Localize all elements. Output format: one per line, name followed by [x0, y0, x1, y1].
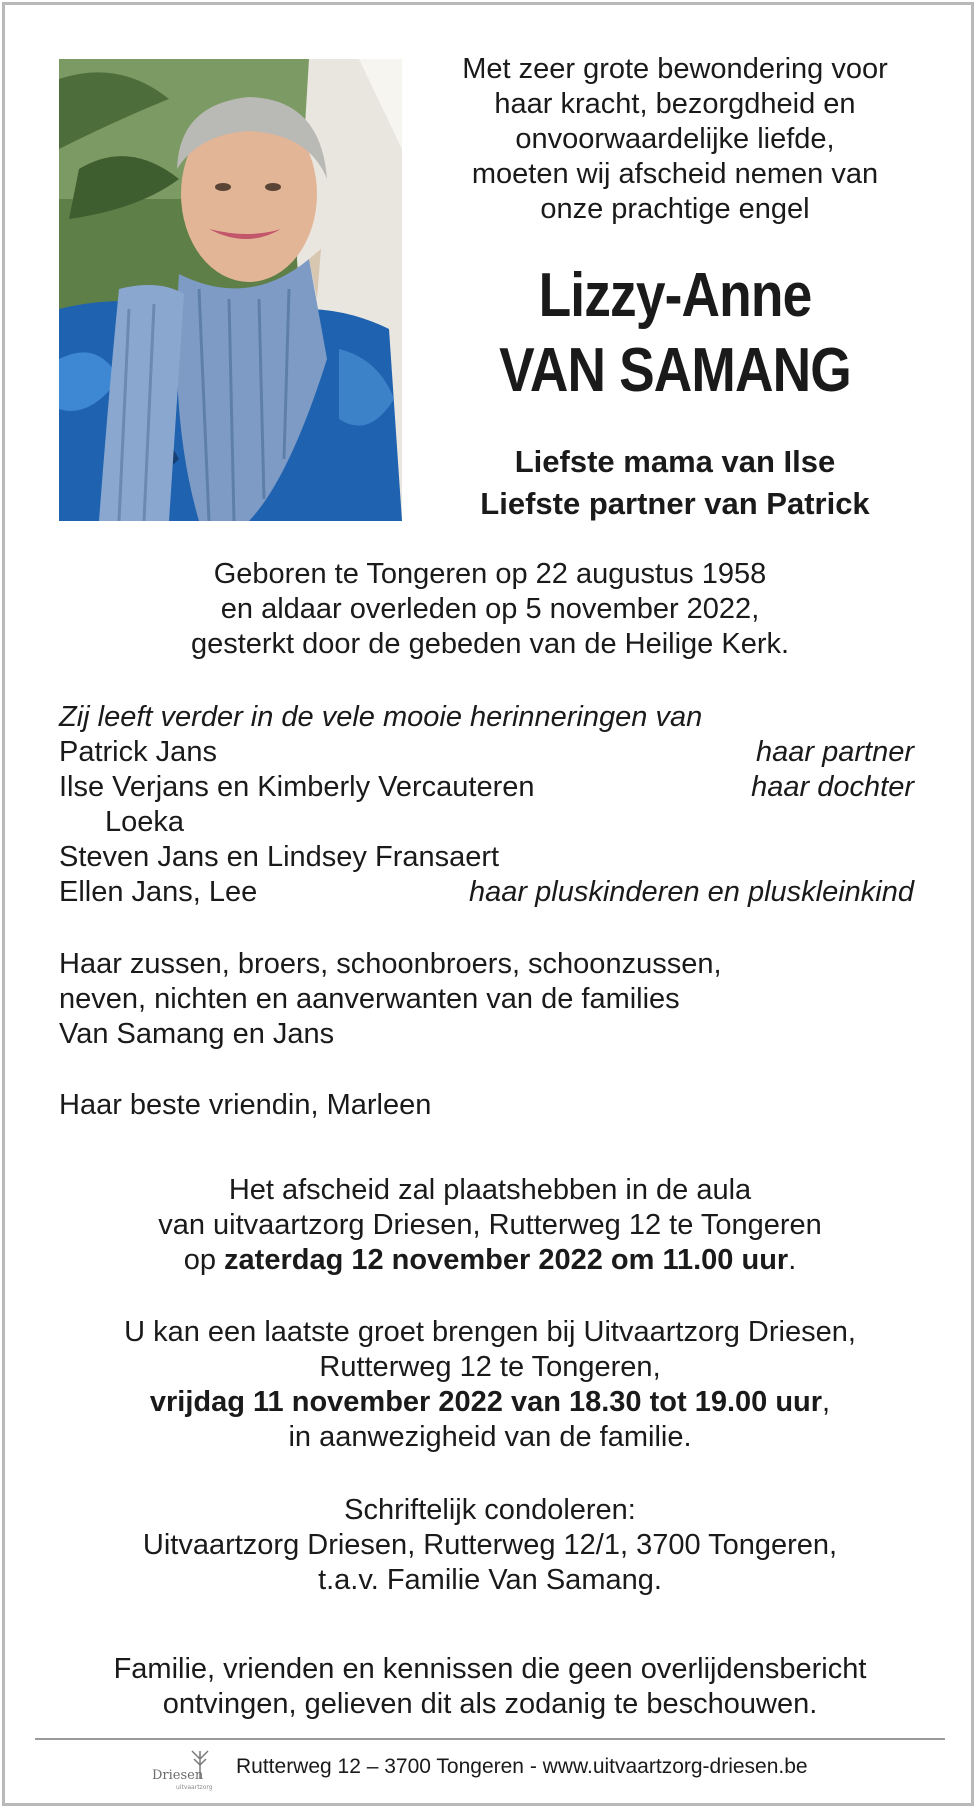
survivor-row: [59, 875, 914, 910]
footer-address: Rutterweg 12 – 3700 Tongeren - www.uitvaartzorg-driesen.be: [236, 1755, 808, 1778]
survivor-name: Ilse Verjans en Kimberly Vercauteren: [59, 771, 535, 803]
visit-date-line: [40, 1385, 940, 1420]
extended-family: [59, 947, 914, 1052]
survivor-role: haar partner: [756, 736, 914, 768]
family-line: neven, nichten en aanverwanten van de families: [59, 983, 680, 1015]
last-name: VAN SAMANG: [499, 336, 851, 405]
intro-line: onvoorwaardelijke liefde,: [515, 123, 835, 155]
born-line: gesterkt door de gebeden van de Heilige Kerk.: [190, 628, 790, 660]
farewell-date: zaterdag 12 november 2022 om 11.00 uur: [224, 1244, 789, 1276]
survivor-name: Ellen Jans, Lee: [59, 876, 258, 908]
birth-death-info: [40, 557, 940, 662]
relation-line: Liefste mama van Ilse: [514, 444, 836, 479]
condolence-line: Uitvaartzorg Driesen, Rutterweg 12/1, 3700 Tongeren,: [142, 1529, 838, 1561]
footer-divider: [35, 1738, 945, 1740]
intro-text: [420, 52, 930, 227]
visit-suffix: ,: [822, 1386, 831, 1418]
portrait-illustration: [59, 59, 402, 521]
farewell-info: [40, 1173, 940, 1278]
survivors-intro: Zij leeft verder in de vele mooie herinneringen van: [59, 701, 703, 733]
intro-line: moeten wij afscheid nemen van: [471, 158, 879, 190]
farewell-suffix: .: [788, 1244, 797, 1276]
visit-line: Rutterweg 12 te Tongeren,: [319, 1351, 661, 1383]
farewell-line: Het afscheid zal plaatshebben in de aula: [228, 1174, 752, 1206]
intro-line: Met zeer grote bewondering voor: [462, 53, 888, 85]
best-friend: Haar beste vriendin, Marleen: [59, 1089, 432, 1121]
born-line: en aldaar overleden op 5 november 2022,: [220, 593, 760, 625]
survivor-role: haar pluskinderen en pluskleinkind: [469, 876, 914, 908]
survivor-name: Patrick Jans: [59, 736, 217, 768]
condolence-line: Schriftelijk condoleren:: [344, 1494, 636, 1526]
relations: [420, 441, 930, 525]
intro-line: haar kracht, bezorgdheid en: [494, 88, 856, 120]
visit-info: [40, 1315, 940, 1455]
driesen-logo: [150, 1745, 222, 1793]
survivor-row: [59, 840, 914, 875]
first-name: Lizzy-Anne: [538, 261, 812, 330]
visit-line: U kan een laatste groet brengen bij Uitvaartzorg Driesen,: [124, 1316, 856, 1348]
survivor-row: [59, 770, 914, 805]
born-line: Geboren te Tongeren op 22 augustus 1958: [213, 558, 767, 590]
farewell-date-line: [40, 1243, 940, 1278]
intro-line: onze prachtige engel: [540, 193, 810, 225]
survivor-row: [59, 805, 914, 840]
visit-line: in aanwezigheid van de familie.: [288, 1421, 692, 1453]
relation-line: Liefste partner van Patrick: [480, 486, 870, 521]
condolence-line: t.a.v. Familie Van Samang.: [318, 1564, 662, 1596]
portrait-photo: [59, 59, 402, 521]
condolence-info: [40, 1493, 940, 1598]
survivor-role: haar dochter: [751, 771, 914, 803]
notice-line: Familie, vrienden en kennissen die geen overlijdensbericht: [113, 1653, 867, 1685]
notice-line: ontvingen, gelieven dit als zodanig te beschouwen.: [162, 1688, 818, 1720]
visit-date: vrijdag 11 november 2022 van 18.30 tot 19.00 uur: [149, 1386, 823, 1418]
survivors-list: [59, 700, 914, 910]
survivor-row: [59, 735, 914, 770]
logo-subtext: uitvaartzorg: [176, 1784, 213, 1791]
logo-wordmark: Driesen: [152, 1768, 204, 1783]
notice: [40, 1652, 940, 1722]
family-line: Van Samang en Jans: [59, 1018, 335, 1050]
deceased-name: [456, 258, 895, 408]
survivor-name: Loeka: [105, 806, 185, 838]
farewell-line: van uitvaartzorg Driesen, Rutterweg 12 te Tongeren: [158, 1209, 822, 1241]
family-line: Haar zussen, broers, schoonbroers, schoonzussen,: [59, 948, 722, 980]
survivor-name: Steven Jans en Lindsey Fransaert: [59, 841, 500, 873]
farewell-prefix: op: [183, 1244, 225, 1276]
